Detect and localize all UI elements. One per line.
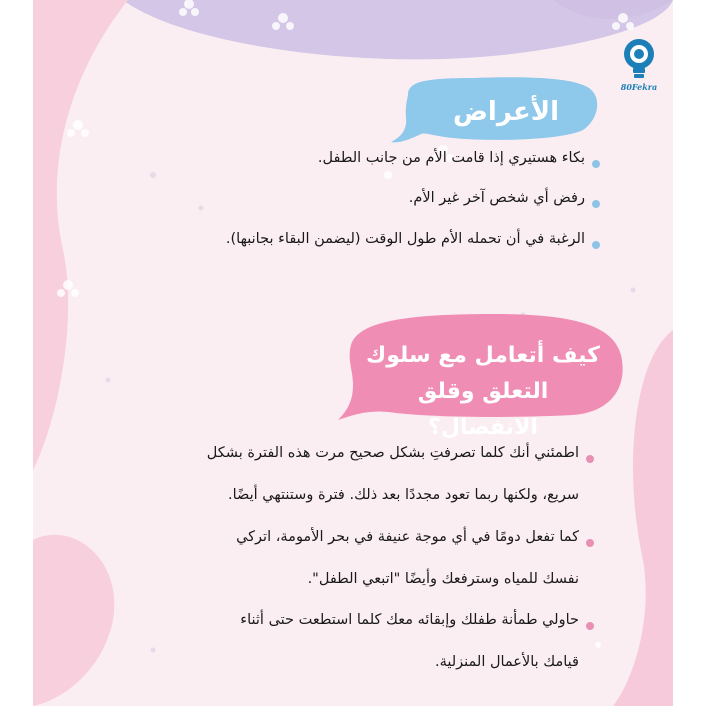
list-item-line: كما تفعل دومًا في أي موجة عنيفة في بحر الأمومة، اتركي: [236, 529, 579, 545]
infographic-card: [33, 0, 673, 706]
bullet: [586, 622, 594, 630]
bullet: [592, 200, 600, 208]
list-item: بكاء هستيري إذا قامت الأم من جانب الطفل.: [317, 150, 585, 166]
bullet: [586, 455, 594, 463]
bullet: [586, 539, 594, 547]
bullet: [592, 160, 600, 168]
brand-logo: [617, 36, 661, 96]
symptoms-heading: الأعراض: [452, 97, 560, 127]
list-item-line: سريع، ولكنها ربما تعود مجددًا بعد ذلك. فترة وستنتهي أيضًا.: [228, 487, 579, 503]
list-item-line: حاولي طمأنة طفلك وإبقائه معك كلما استطعت حتى أثناء: [240, 612, 579, 628]
list-item-line: اطمئني أنك كلما تصرفتِ بشكل صحيح مرت هذه الفترة بشكل: [206, 445, 579, 461]
list-item-line: قيامك بالأعمال المنزلية.: [434, 654, 579, 670]
list-item: رفض أي شخص آخر غير الأم.: [408, 190, 585, 206]
coping-heading-line2: التعلق وقلق الانفصال؟: [417, 379, 549, 440]
lightbulb-icon: [617, 36, 661, 82]
list-item: الرغبة في أن تحمله الأم طول الوقت (ليضمن البقاء بجانبها).: [225, 231, 585, 247]
coping-heading: [363, 338, 603, 446]
coping-heading-line1: كيف أتعامل مع سلوك: [366, 343, 600, 368]
list-item-line: نفسك للمياه وسترفعك وأيضًا "اتبعي الطفل".: [307, 571, 579, 587]
bullet: [592, 241, 600, 249]
brand-name: 80Fekra: [620, 82, 658, 92]
